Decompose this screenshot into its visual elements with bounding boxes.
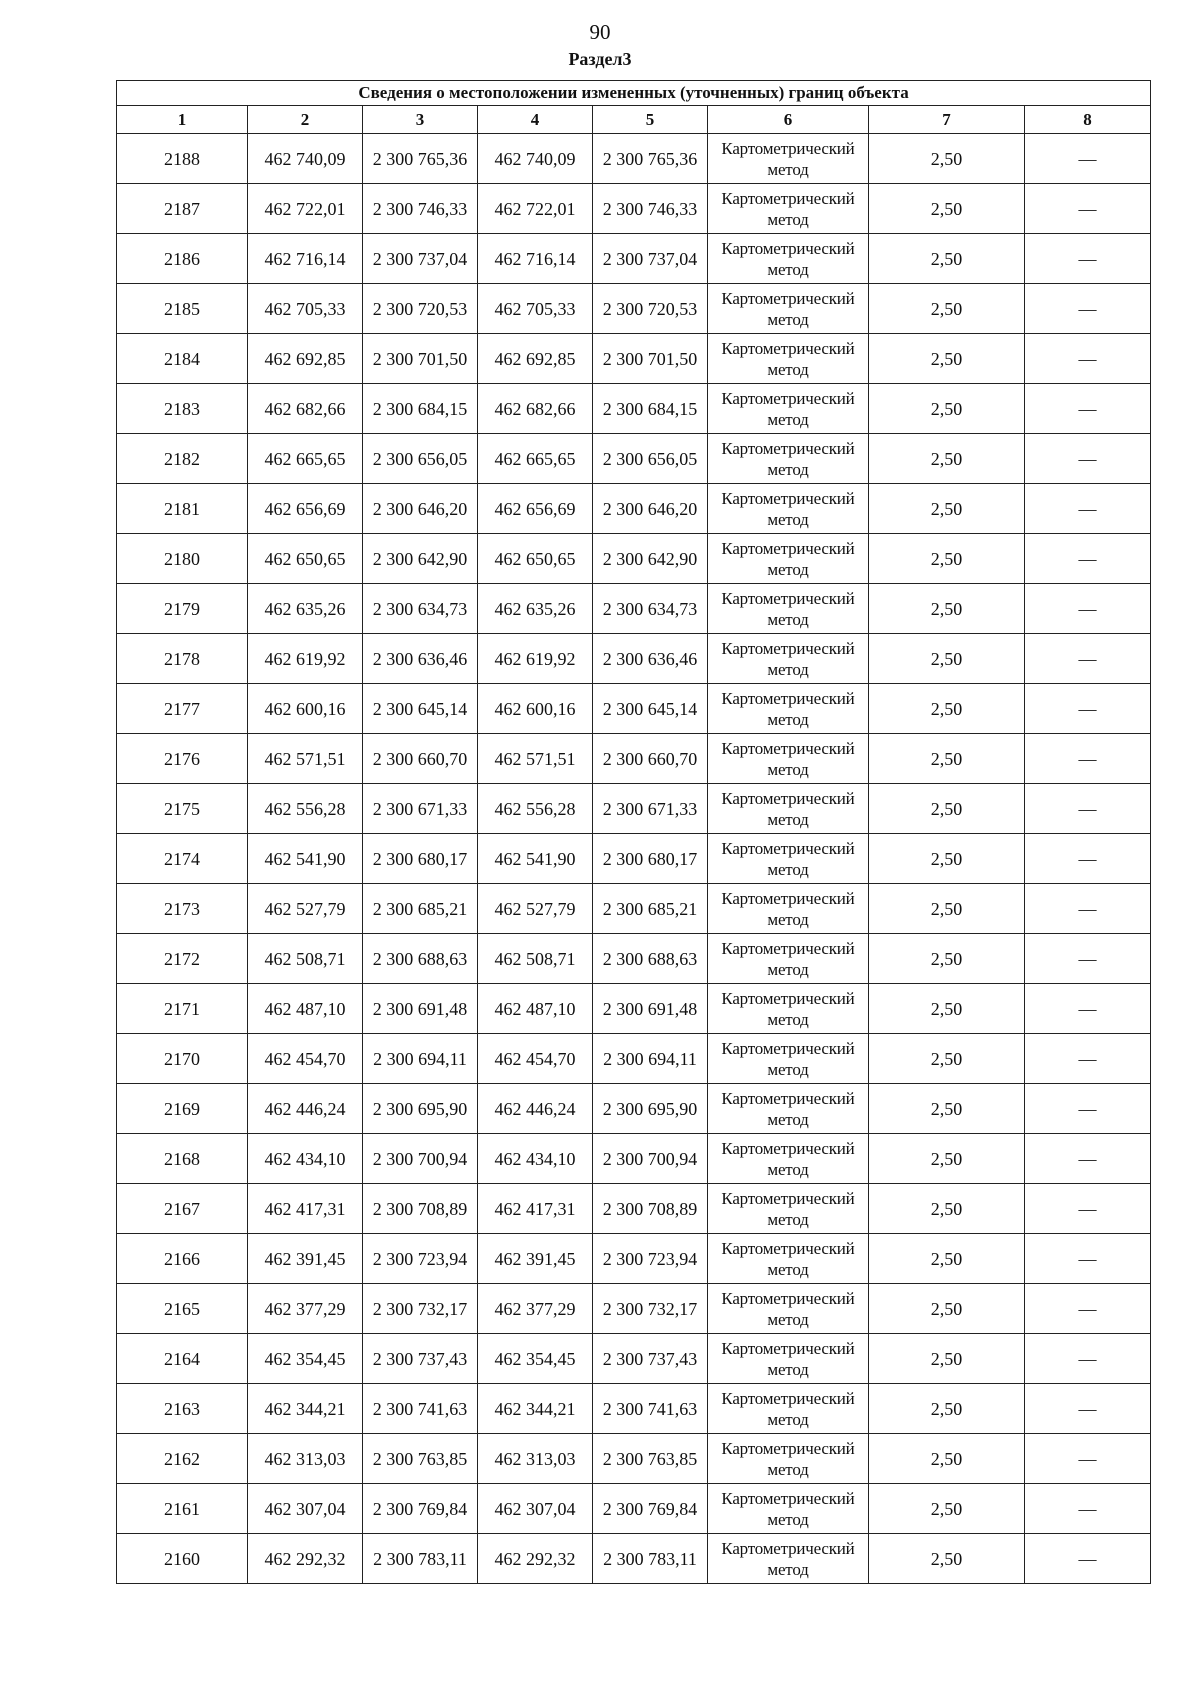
y-refined-cell: 2 300 741,63 (593, 1384, 708, 1434)
table-row (117, 534, 1151, 584)
y-existing-cell: 2 300 656,05 (363, 434, 478, 484)
column-number: 6 (708, 106, 869, 134)
table-caption-row (117, 81, 1151, 106)
accuracy-cell: 2,50 (869, 1534, 1025, 1584)
table-row (117, 384, 1151, 434)
description-cell: — (1025, 734, 1151, 784)
point-number-cell: 2174 (117, 834, 248, 884)
point-number-cell: 2160 (117, 1534, 248, 1584)
method-cell: Картометрический метод (708, 1184, 869, 1234)
table-row (117, 1484, 1151, 1534)
point-number-cell: 2181 (117, 484, 248, 534)
description-cell: — (1025, 1334, 1151, 1384)
method-cell: Картометрический метод (708, 1534, 869, 1584)
description-cell: — (1025, 234, 1151, 284)
x-refined-cell: 462 377,29 (478, 1284, 593, 1334)
x-existing-cell: 462 541,90 (248, 834, 363, 884)
y-existing-cell: 2 300 691,48 (363, 984, 478, 1034)
description-cell: — (1025, 284, 1151, 334)
accuracy-cell: 2,50 (869, 734, 1025, 784)
x-existing-cell: 462 508,71 (248, 934, 363, 984)
x-refined-cell: 462 454,70 (478, 1034, 593, 1084)
table-row (117, 234, 1151, 284)
description-cell: — (1025, 434, 1151, 484)
description-cell: — (1025, 1384, 1151, 1434)
table-row (117, 1034, 1151, 1084)
x-existing-cell: 462 650,65 (248, 534, 363, 584)
point-number-cell: 2162 (117, 1434, 248, 1484)
method-cell: Картометрический метод (708, 1284, 869, 1334)
point-number-cell: 2184 (117, 334, 248, 384)
x-existing-cell: 462 571,51 (248, 734, 363, 784)
column-number: 3 (363, 106, 478, 134)
y-existing-cell: 2 300 694,11 (363, 1034, 478, 1084)
table-row (117, 284, 1151, 334)
x-existing-cell: 462 313,03 (248, 1434, 363, 1484)
section-title: Раздел3 (568, 49, 632, 69)
method-cell: Картометрический метод (708, 1034, 869, 1084)
point-number-cell: 2177 (117, 684, 248, 734)
accuracy-cell: 2,50 (869, 184, 1025, 234)
table-row (117, 434, 1151, 484)
x-refined-cell: 462 307,04 (478, 1484, 593, 1534)
y-refined-cell: 2 300 684,15 (593, 384, 708, 434)
accuracy-cell: 2,50 (869, 934, 1025, 984)
y-existing-cell: 2 300 783,11 (363, 1534, 478, 1584)
y-refined-cell: 2 300 688,63 (593, 934, 708, 984)
y-refined-cell: 2 300 642,90 (593, 534, 708, 584)
y-existing-cell: 2 300 646,20 (363, 484, 478, 534)
accuracy-cell: 2,50 (869, 1284, 1025, 1334)
method-cell: Картометрический метод (708, 1484, 869, 1534)
column-number: 4 (478, 106, 593, 134)
x-existing-cell: 462 292,32 (248, 1534, 363, 1584)
description-cell: — (1025, 784, 1151, 834)
point-number-cell: 2176 (117, 734, 248, 784)
description-cell: — (1025, 584, 1151, 634)
point-number-cell: 2186 (117, 234, 248, 284)
accuracy-cell: 2,50 (869, 384, 1025, 434)
table-row (117, 784, 1151, 834)
x-existing-cell: 462 391,45 (248, 1234, 363, 1284)
y-existing-cell: 2 300 769,84 (363, 1484, 478, 1534)
point-number-cell: 2170 (117, 1034, 248, 1084)
table-row (117, 884, 1151, 934)
x-refined-cell: 462 487,10 (478, 984, 593, 1034)
table-row (117, 684, 1151, 734)
point-number-cell: 2167 (117, 1184, 248, 1234)
description-cell: — (1025, 1434, 1151, 1484)
accuracy-cell: 2,50 (869, 1134, 1025, 1184)
point-number-cell: 2185 (117, 284, 248, 334)
y-existing-cell: 2 300 688,63 (363, 934, 478, 984)
method-cell: Картометрический метод (708, 484, 869, 534)
table-row (117, 1234, 1151, 1284)
point-number-cell: 2171 (117, 984, 248, 1034)
y-refined-cell: 2 300 723,94 (593, 1234, 708, 1284)
y-existing-cell: 2 300 737,43 (363, 1334, 478, 1384)
description-cell: — (1025, 184, 1151, 234)
y-refined-cell: 2 300 746,33 (593, 184, 708, 234)
x-existing-cell: 462 434,10 (248, 1134, 363, 1184)
y-existing-cell: 2 300 720,53 (363, 284, 478, 334)
method-cell: Картометрический метод (708, 184, 869, 234)
x-existing-cell: 462 682,66 (248, 384, 363, 434)
method-cell: Картометрический метод (708, 234, 869, 284)
description-cell: — (1025, 1134, 1151, 1184)
y-refined-cell: 2 300 646,20 (593, 484, 708, 534)
point-number-cell: 2166 (117, 1234, 248, 1284)
table-body (117, 134, 1151, 1584)
x-refined-cell: 462 705,33 (478, 284, 593, 334)
x-existing-cell: 462 417,31 (248, 1184, 363, 1234)
method-cell: Картометрический метод (708, 284, 869, 334)
method-cell: Картометрический метод (708, 334, 869, 384)
method-cell: Картометрический метод (708, 884, 869, 934)
x-refined-cell: 462 434,10 (478, 1134, 593, 1184)
x-existing-cell: 462 527,79 (248, 884, 363, 934)
method-cell: Картометрический метод (708, 1334, 869, 1384)
table-row (117, 1284, 1151, 1334)
point-number-cell: 2164 (117, 1334, 248, 1384)
method-cell: Картометрический метод (708, 134, 869, 184)
x-refined-cell: 462 417,31 (478, 1184, 593, 1234)
y-existing-cell: 2 300 684,15 (363, 384, 478, 434)
y-refined-cell: 2 300 737,43 (593, 1334, 708, 1384)
y-refined-cell: 2 300 763,85 (593, 1434, 708, 1484)
y-existing-cell: 2 300 741,63 (363, 1384, 478, 1434)
table-row (117, 1084, 1151, 1134)
y-existing-cell: 2 300 685,21 (363, 884, 478, 934)
y-refined-cell: 2 300 737,04 (593, 234, 708, 284)
description-cell: — (1025, 534, 1151, 584)
column-number: 5 (593, 106, 708, 134)
x-existing-cell: 462 307,04 (248, 1484, 363, 1534)
y-refined-cell: 2 300 691,48 (593, 984, 708, 1034)
x-refined-cell: 462 619,92 (478, 634, 593, 684)
method-cell: Картометрический метод (708, 1134, 869, 1184)
point-number-cell: 2188 (117, 134, 248, 184)
x-refined-cell: 462 571,51 (478, 734, 593, 784)
table-row (117, 734, 1151, 784)
accuracy-cell: 2,50 (869, 284, 1025, 334)
method-cell: Картометрический метод (708, 534, 869, 584)
x-refined-cell: 462 635,26 (478, 584, 593, 634)
y-existing-cell: 2 300 708,89 (363, 1184, 478, 1234)
y-refined-cell: 2 300 656,05 (593, 434, 708, 484)
x-refined-cell: 462 740,09 (478, 134, 593, 184)
y-refined-cell: 2 300 732,17 (593, 1284, 708, 1334)
boundary-coordinates-table (116, 80, 1151, 1584)
x-refined-cell: 462 600,16 (478, 684, 593, 734)
x-refined-cell: 462 446,24 (478, 1084, 593, 1134)
description-cell: — (1025, 834, 1151, 884)
accuracy-cell: 2,50 (869, 1334, 1025, 1384)
x-existing-cell: 462 354,45 (248, 1334, 363, 1384)
y-existing-cell: 2 300 765,36 (363, 134, 478, 184)
description-cell: — (1025, 134, 1151, 184)
method-cell: Картометрический метод (708, 384, 869, 434)
method-cell: Картометрический метод (708, 734, 869, 784)
table-row (117, 834, 1151, 884)
y-refined-cell: 2 300 700,94 (593, 1134, 708, 1184)
description-cell: — (1025, 1484, 1151, 1534)
accuracy-cell: 2,50 (869, 1484, 1025, 1534)
x-existing-cell: 462 635,26 (248, 584, 363, 634)
x-refined-cell: 462 716,14 (478, 234, 593, 284)
method-cell: Картометрический метод (708, 834, 869, 884)
y-refined-cell: 2 300 783,11 (593, 1534, 708, 1584)
x-refined-cell: 462 344,21 (478, 1384, 593, 1434)
table-caption: Сведения о местоположении измененных (уточненных) границ объекта (117, 81, 1151, 106)
accuracy-cell: 2,50 (869, 784, 1025, 834)
description-cell: — (1025, 384, 1151, 434)
y-existing-cell: 2 300 671,33 (363, 784, 478, 834)
y-existing-cell: 2 300 695,90 (363, 1084, 478, 1134)
x-existing-cell: 462 600,16 (248, 684, 363, 734)
x-refined-cell: 462 682,66 (478, 384, 593, 434)
table-row (117, 184, 1151, 234)
description-cell: — (1025, 1284, 1151, 1334)
method-cell: Картометрический метод (708, 1434, 869, 1484)
accuracy-cell: 2,50 (869, 1384, 1025, 1434)
point-number-cell: 2180 (117, 534, 248, 584)
table-row (117, 134, 1151, 184)
column-number: 2 (248, 106, 363, 134)
table-row (117, 634, 1151, 684)
x-refined-cell: 462 722,01 (478, 184, 593, 234)
y-existing-cell: 2 300 680,17 (363, 834, 478, 884)
x-existing-cell: 462 692,85 (248, 334, 363, 384)
table-row (117, 1434, 1151, 1484)
point-number-cell: 2161 (117, 1484, 248, 1534)
description-cell: — (1025, 334, 1151, 384)
y-existing-cell: 2 300 636,46 (363, 634, 478, 684)
description-cell: — (1025, 1084, 1151, 1134)
accuracy-cell: 2,50 (869, 234, 1025, 284)
y-refined-cell: 2 300 671,33 (593, 784, 708, 834)
accuracy-cell: 2,50 (869, 334, 1025, 384)
x-existing-cell: 462 556,28 (248, 784, 363, 834)
x-existing-cell: 462 705,33 (248, 284, 363, 334)
accuracy-cell: 2,50 (869, 1034, 1025, 1084)
point-number-cell: 2172 (117, 934, 248, 984)
y-existing-cell: 2 300 645,14 (363, 684, 478, 734)
accuracy-cell: 2,50 (869, 434, 1025, 484)
accuracy-cell: 2,50 (869, 1234, 1025, 1284)
y-existing-cell: 2 300 732,17 (363, 1284, 478, 1334)
point-number-cell: 2168 (117, 1134, 248, 1184)
y-refined-cell: 2 300 645,14 (593, 684, 708, 734)
accuracy-cell: 2,50 (869, 634, 1025, 684)
method-cell: Картометрический метод (708, 684, 869, 734)
x-refined-cell: 462 354,45 (478, 1334, 593, 1384)
x-existing-cell: 462 344,21 (248, 1384, 363, 1434)
accuracy-cell: 2,50 (869, 884, 1025, 934)
y-refined-cell: 2 300 769,84 (593, 1484, 708, 1534)
description-cell: — (1025, 684, 1151, 734)
description-cell: — (1025, 1184, 1151, 1234)
description-cell: — (1025, 984, 1151, 1034)
column-number: 8 (1025, 106, 1151, 134)
y-existing-cell: 2 300 701,50 (363, 334, 478, 384)
y-refined-cell: 2 300 765,36 (593, 134, 708, 184)
table-row (117, 984, 1151, 1034)
point-number-cell: 2169 (117, 1084, 248, 1134)
x-existing-cell: 462 722,01 (248, 184, 363, 234)
y-refined-cell: 2 300 694,11 (593, 1034, 708, 1084)
accuracy-cell: 2,50 (869, 134, 1025, 184)
y-existing-cell: 2 300 642,90 (363, 534, 478, 584)
y-refined-cell: 2 300 720,53 (593, 284, 708, 334)
point-number-cell: 2183 (117, 384, 248, 434)
table-row (117, 1134, 1151, 1184)
table-row (117, 1384, 1151, 1434)
y-refined-cell: 2 300 695,90 (593, 1084, 708, 1134)
method-cell: Картометрический метод (708, 634, 869, 684)
point-number-cell: 2173 (117, 884, 248, 934)
x-existing-cell: 462 487,10 (248, 984, 363, 1034)
accuracy-cell: 2,50 (869, 684, 1025, 734)
accuracy-cell: 2,50 (869, 984, 1025, 1034)
table-row (117, 334, 1151, 384)
table-row (117, 1334, 1151, 1384)
x-existing-cell: 462 716,14 (248, 234, 363, 284)
y-existing-cell: 2 300 700,94 (363, 1134, 478, 1184)
x-existing-cell: 462 740,09 (248, 134, 363, 184)
method-cell: Картометрический метод (708, 1234, 869, 1284)
method-cell: Картометрический метод (708, 984, 869, 1034)
point-number-cell: 2179 (117, 584, 248, 634)
x-refined-cell: 462 313,03 (478, 1434, 593, 1484)
table-row (117, 1184, 1151, 1234)
y-refined-cell: 2 300 660,70 (593, 734, 708, 784)
x-refined-cell: 462 391,45 (478, 1234, 593, 1284)
page-number: 90 (589, 20, 611, 44)
x-existing-cell: 462 377,29 (248, 1284, 363, 1334)
x-refined-cell: 462 541,90 (478, 834, 593, 884)
x-refined-cell: 462 508,71 (478, 934, 593, 984)
x-existing-cell: 462 446,24 (248, 1084, 363, 1134)
column-number: 7 (869, 106, 1025, 134)
accuracy-cell: 2,50 (869, 1084, 1025, 1134)
description-cell: — (1025, 884, 1151, 934)
accuracy-cell: 2,50 (869, 1434, 1025, 1484)
description-cell: — (1025, 1534, 1151, 1584)
y-refined-cell: 2 300 636,46 (593, 634, 708, 684)
table-row (117, 1534, 1151, 1584)
accuracy-cell: 2,50 (869, 1184, 1025, 1234)
description-cell: — (1025, 1034, 1151, 1084)
accuracy-cell: 2,50 (869, 834, 1025, 884)
description-cell: — (1025, 484, 1151, 534)
point-number-cell: 2182 (117, 434, 248, 484)
method-cell: Картометрический метод (708, 934, 869, 984)
method-cell: Картометрический метод (708, 784, 869, 834)
method-cell: Картометрический метод (708, 1384, 869, 1434)
table-row (117, 934, 1151, 984)
point-number-cell: 2165 (117, 1284, 248, 1334)
column-number-row (117, 106, 1151, 134)
x-refined-cell: 462 527,79 (478, 884, 593, 934)
y-existing-cell: 2 300 763,85 (363, 1434, 478, 1484)
x-existing-cell: 462 454,70 (248, 1034, 363, 1084)
method-cell: Картометрический метод (708, 434, 869, 484)
x-refined-cell: 462 650,65 (478, 534, 593, 584)
method-cell: Картометрический метод (708, 584, 869, 634)
y-refined-cell: 2 300 708,89 (593, 1184, 708, 1234)
description-cell: — (1025, 1234, 1151, 1284)
y-existing-cell: 2 300 737,04 (363, 234, 478, 284)
x-existing-cell: 462 656,69 (248, 484, 363, 534)
y-refined-cell: 2 300 685,21 (593, 884, 708, 934)
y-refined-cell: 2 300 634,73 (593, 584, 708, 634)
y-refined-cell: 2 300 701,50 (593, 334, 708, 384)
table-row (117, 484, 1151, 534)
x-refined-cell: 462 556,28 (478, 784, 593, 834)
point-number-cell: 2178 (117, 634, 248, 684)
y-existing-cell: 2 300 660,70 (363, 734, 478, 784)
description-cell: — (1025, 634, 1151, 684)
description-cell: — (1025, 934, 1151, 984)
accuracy-cell: 2,50 (869, 484, 1025, 534)
y-existing-cell: 2 300 634,73 (363, 584, 478, 634)
table-row (117, 584, 1151, 634)
x-existing-cell: 462 619,92 (248, 634, 363, 684)
point-number-cell: 2187 (117, 184, 248, 234)
x-refined-cell: 462 692,85 (478, 334, 593, 384)
x-refined-cell: 462 665,65 (478, 434, 593, 484)
method-cell: Картометрический метод (708, 1084, 869, 1134)
y-refined-cell: 2 300 680,17 (593, 834, 708, 884)
x-refined-cell: 462 292,32 (478, 1534, 593, 1584)
x-refined-cell: 462 656,69 (478, 484, 593, 534)
y-existing-cell: 2 300 723,94 (363, 1234, 478, 1284)
point-number-cell: 2175 (117, 784, 248, 834)
y-existing-cell: 2 300 746,33 (363, 184, 478, 234)
column-number: 1 (117, 106, 248, 134)
x-existing-cell: 462 665,65 (248, 434, 363, 484)
accuracy-cell: 2,50 (869, 534, 1025, 584)
accuracy-cell: 2,50 (869, 584, 1025, 634)
point-number-cell: 2163 (117, 1384, 248, 1434)
